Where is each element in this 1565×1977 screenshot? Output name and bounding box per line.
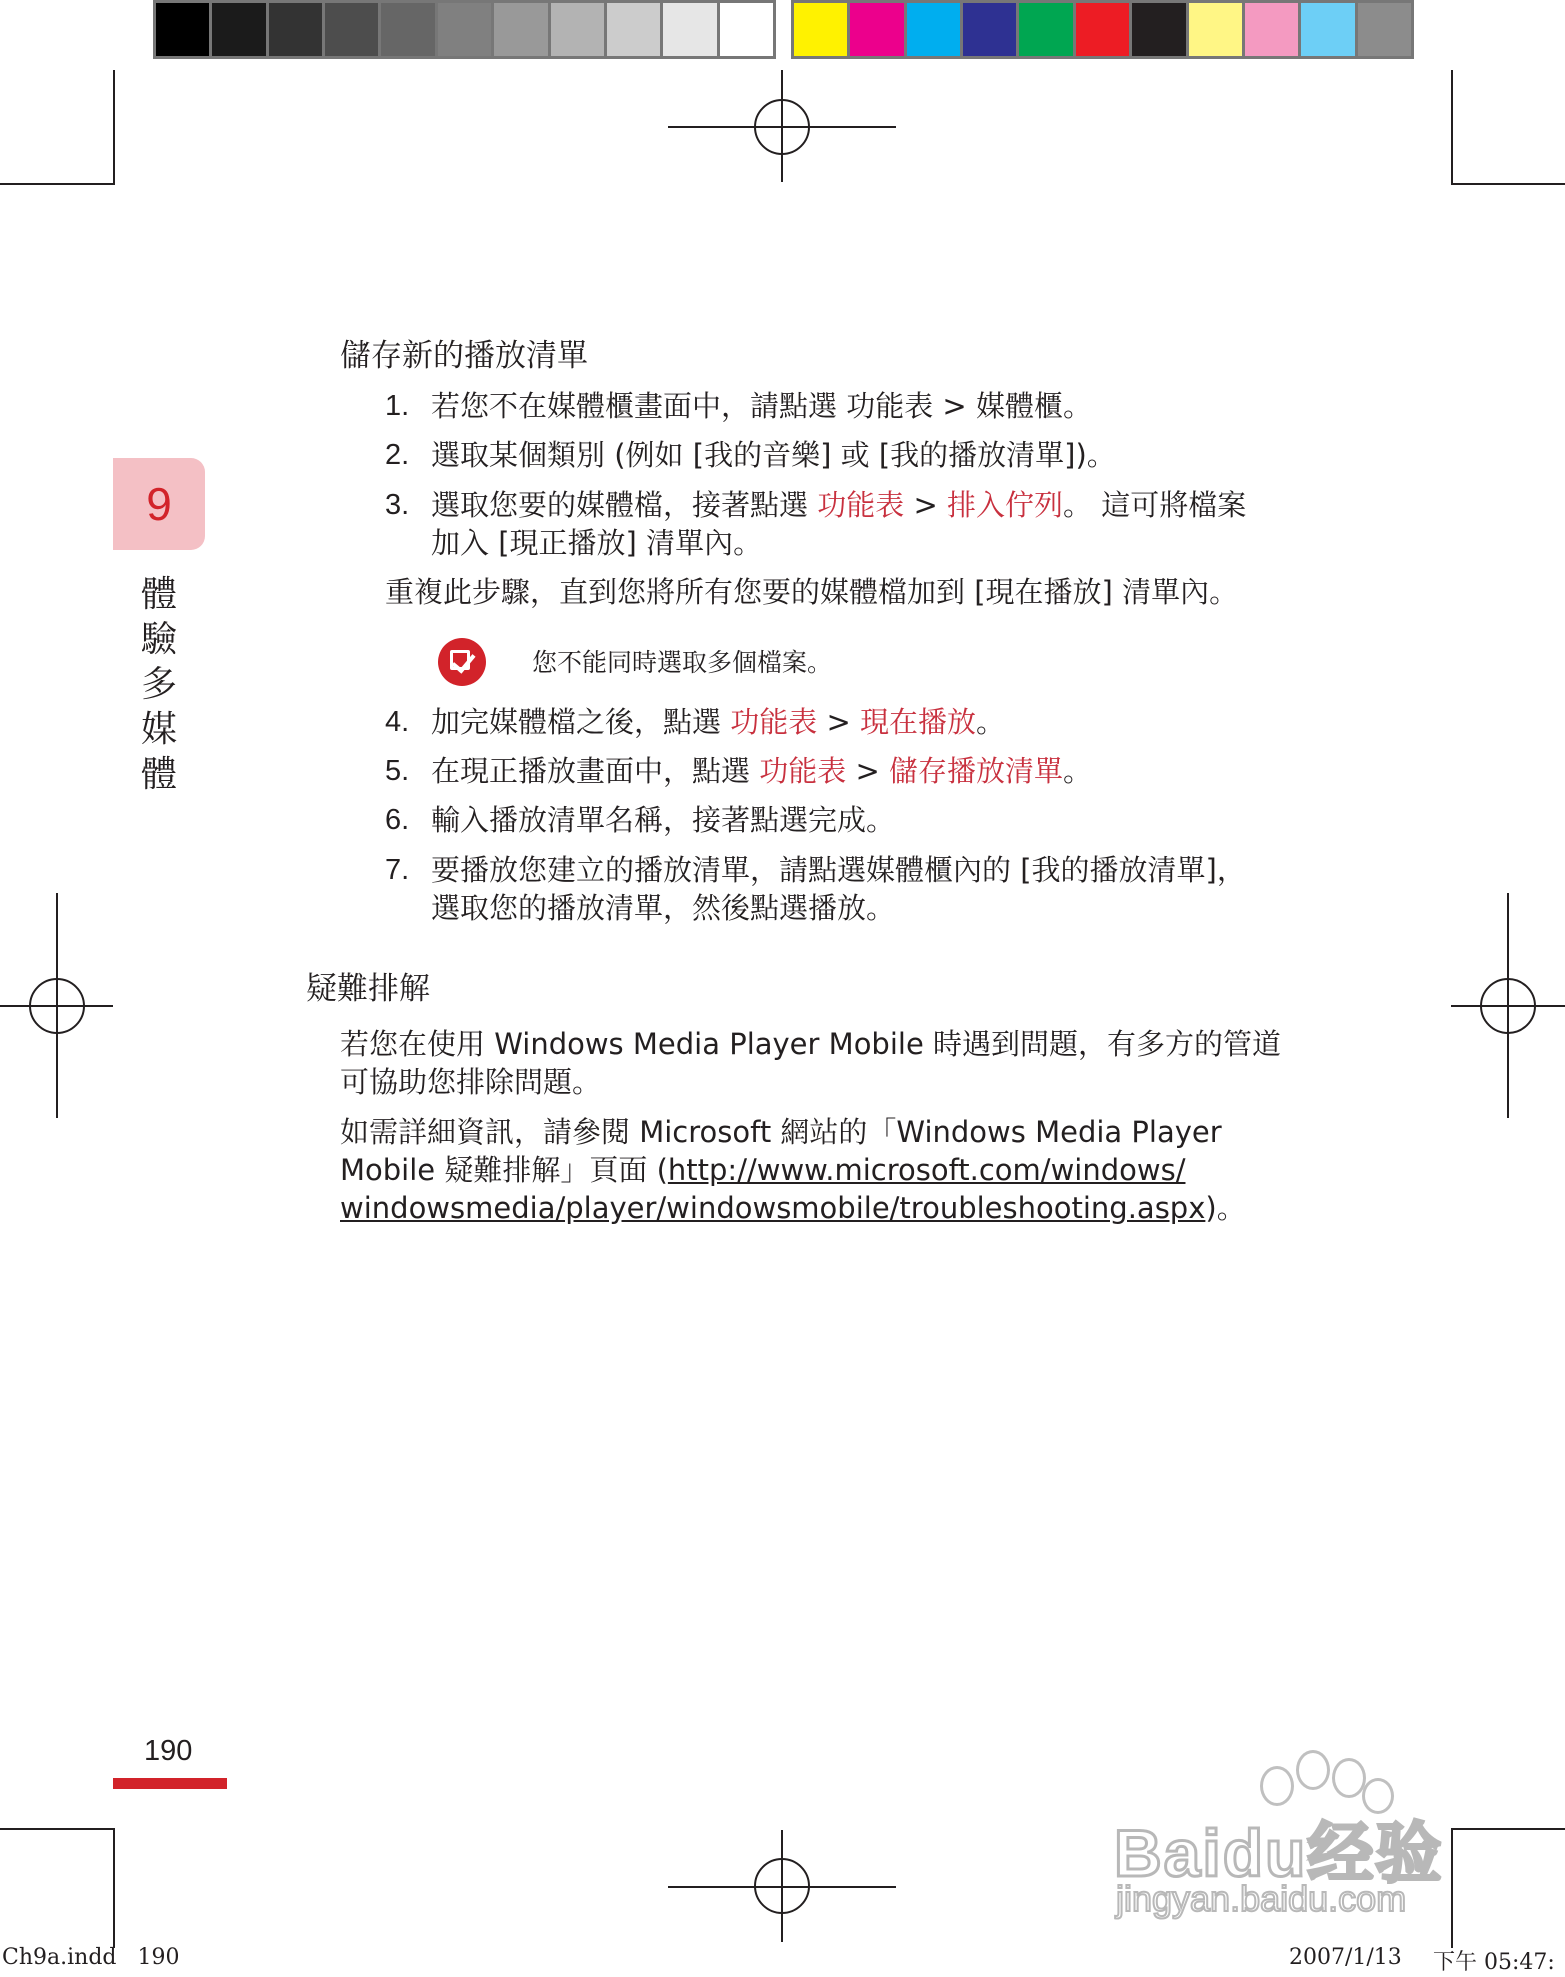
color-swatch bbox=[1073, 0, 1132, 59]
step-text bbox=[431, 486, 1246, 524]
note-text: 您不能同時選取多個檔案。 bbox=[532, 648, 833, 677]
step-text: 要播放您建立的播放清單，請點選媒體櫃內的 [我的播放清單]， bbox=[431, 853, 1246, 887]
menu-label: 功能表 bbox=[730, 705, 818, 739]
chapter-number: 9 bbox=[146, 478, 172, 530]
step-text bbox=[431, 703, 1005, 741]
step-text-continued: 加入 [現正播放] 清單內。 bbox=[431, 526, 763, 560]
registration-mark-circle bbox=[29, 978, 85, 1034]
color-swatch bbox=[904, 0, 963, 59]
slug-time: 下午 05:47: bbox=[1433, 1950, 1555, 1975]
color-swatch bbox=[791, 0, 850, 59]
crop-mark bbox=[0, 183, 115, 185]
paragraph-continued: 可協助您排除問題。 bbox=[340, 1065, 602, 1099]
step-number: 7. bbox=[385, 854, 410, 886]
step-number: 2. bbox=[385, 439, 410, 471]
color-swatch bbox=[378, 0, 437, 59]
step-text-part: 。 bbox=[1063, 754, 1093, 788]
step-number: 6. bbox=[385, 804, 410, 836]
menu-separator: > bbox=[817, 705, 860, 739]
chapter-title-char: 體 bbox=[140, 754, 177, 795]
color-swatch bbox=[1355, 0, 1414, 59]
chapter-tab bbox=[113, 458, 205, 550]
color-swatch bbox=[322, 0, 381, 59]
step-number: 4. bbox=[385, 706, 410, 738]
menu-separator: > bbox=[846, 754, 889, 788]
gray-calibration-bar bbox=[153, 0, 776, 59]
step-text: 若您不在媒體櫃畫面中，請點選 功能表 > 媒體櫃。 bbox=[431, 389, 1092, 423]
registration-mark-circle bbox=[754, 99, 810, 155]
color-swatch bbox=[435, 0, 494, 59]
color-swatch bbox=[153, 0, 212, 59]
paragraph-continued bbox=[340, 1189, 1246, 1227]
menu-label: 功能表 bbox=[817, 488, 905, 522]
page-number: 190 bbox=[144, 1735, 193, 1767]
troubleshooting-link[interactable]: http://www.microsoft.com/windows/ bbox=[667, 1153, 1186, 1187]
menu-separator: > bbox=[904, 488, 947, 522]
color-swatch bbox=[1242, 0, 1301, 59]
crop-mark bbox=[0, 1828, 115, 1830]
step-text-part: 。 這可將檔案 bbox=[1063, 488, 1247, 522]
color-swatch bbox=[491, 0, 550, 59]
chapter-title-char: 媒 bbox=[140, 709, 177, 750]
step-text: 選取某個類別 (例如 [我的音樂] 或 [我的播放清單])。 bbox=[431, 438, 1116, 472]
step-text-continued: 選取您的播放清單，然後點選播放。 bbox=[431, 891, 896, 925]
checkbox-note-icon bbox=[438, 638, 486, 686]
color-swatch bbox=[548, 0, 607, 59]
section-heading: 儲存新的播放清單 bbox=[340, 338, 588, 374]
crop-mark bbox=[113, 70, 115, 185]
step-text-part: 加完媒體檔之後，點選 bbox=[431, 705, 731, 739]
slug-date: 2007/1/13 bbox=[1289, 1945, 1402, 1970]
paw-icon bbox=[1296, 1750, 1330, 1790]
color-swatch bbox=[1129, 0, 1188, 59]
color-swatch bbox=[660, 0, 719, 59]
color-swatch bbox=[266, 0, 325, 59]
menu-action: 現在播放 bbox=[859, 705, 976, 739]
page-number-underline bbox=[113, 1778, 227, 1789]
chapter-title-vertical bbox=[136, 572, 182, 797]
step-text-part: 。 bbox=[976, 705, 1006, 739]
crop-mark bbox=[1451, 183, 1565, 185]
crop-mark bbox=[113, 1828, 115, 1948]
menu-action: 儲存播放清單 bbox=[888, 754, 1063, 788]
step-text bbox=[431, 752, 1092, 790]
paw-icon bbox=[1332, 1758, 1366, 1798]
paragraph: 如需詳細資訊，請參閱 Microsoft 網站的「Windows Media Player bbox=[340, 1115, 1222, 1149]
paragraph-part: )。 bbox=[1205, 1191, 1246, 1225]
step-text-part: 在現正播放畫面中，點選 bbox=[431, 754, 760, 788]
watermark-logo: Baidu经验 bbox=[1114, 1816, 1444, 1890]
registration-mark-circle bbox=[1480, 978, 1536, 1034]
step-text: 輸入播放清單名稱，接著點選完成。 bbox=[431, 803, 896, 837]
step-text-part: 選取您要的媒體檔，接著點選 bbox=[431, 488, 818, 522]
chapter-title-char: 多 bbox=[140, 664, 177, 705]
color-swatch bbox=[717, 0, 776, 59]
step-number: 5. bbox=[385, 755, 410, 787]
color-swatch bbox=[604, 0, 663, 59]
color-swatch bbox=[1186, 0, 1245, 59]
chapter-title-char: 體 bbox=[140, 574, 177, 615]
color-swatch bbox=[960, 0, 1019, 59]
paragraph-continued bbox=[340, 1151, 1185, 1189]
crop-mark bbox=[1451, 70, 1453, 185]
chapter-title-char: 驗 bbox=[140, 619, 177, 660]
menu-label: 功能表 bbox=[759, 754, 847, 788]
baidu-watermark bbox=[1110, 1740, 1470, 1920]
registration-mark-circle bbox=[754, 1858, 810, 1914]
color-calibration-bar bbox=[791, 0, 1414, 59]
troubleshooting-link-continued[interactable]: windowsmedia/player/windowsmobile/troubleshooting.aspx bbox=[340, 1191, 1206, 1225]
paragraph: 重複此步驟，直到您將所有您要的媒體檔加到 [現在播放] 清單內。 bbox=[385, 575, 1239, 609]
color-swatch bbox=[1016, 0, 1075, 59]
color-swatch bbox=[209, 0, 268, 59]
paragraph-part: Mobile 疑難排解」頁面 ( bbox=[340, 1153, 668, 1187]
color-swatch bbox=[847, 0, 906, 59]
paragraph: 若您在使用 Windows Media Player Mobile 時遇到問題，有多方的管道 bbox=[340, 1027, 1282, 1061]
menu-action: 排入佇列 bbox=[947, 488, 1064, 522]
step-number: 1. bbox=[385, 390, 410, 422]
color-swatch bbox=[1298, 0, 1357, 59]
step-number: 3. bbox=[385, 489, 410, 521]
watermark-url: jingyan.baidu.com bbox=[1116, 1878, 1407, 1919]
slug-filename: Ch9a.indd 190 bbox=[2, 1945, 180, 1970]
section-heading: 疑難排解 bbox=[306, 971, 430, 1007]
